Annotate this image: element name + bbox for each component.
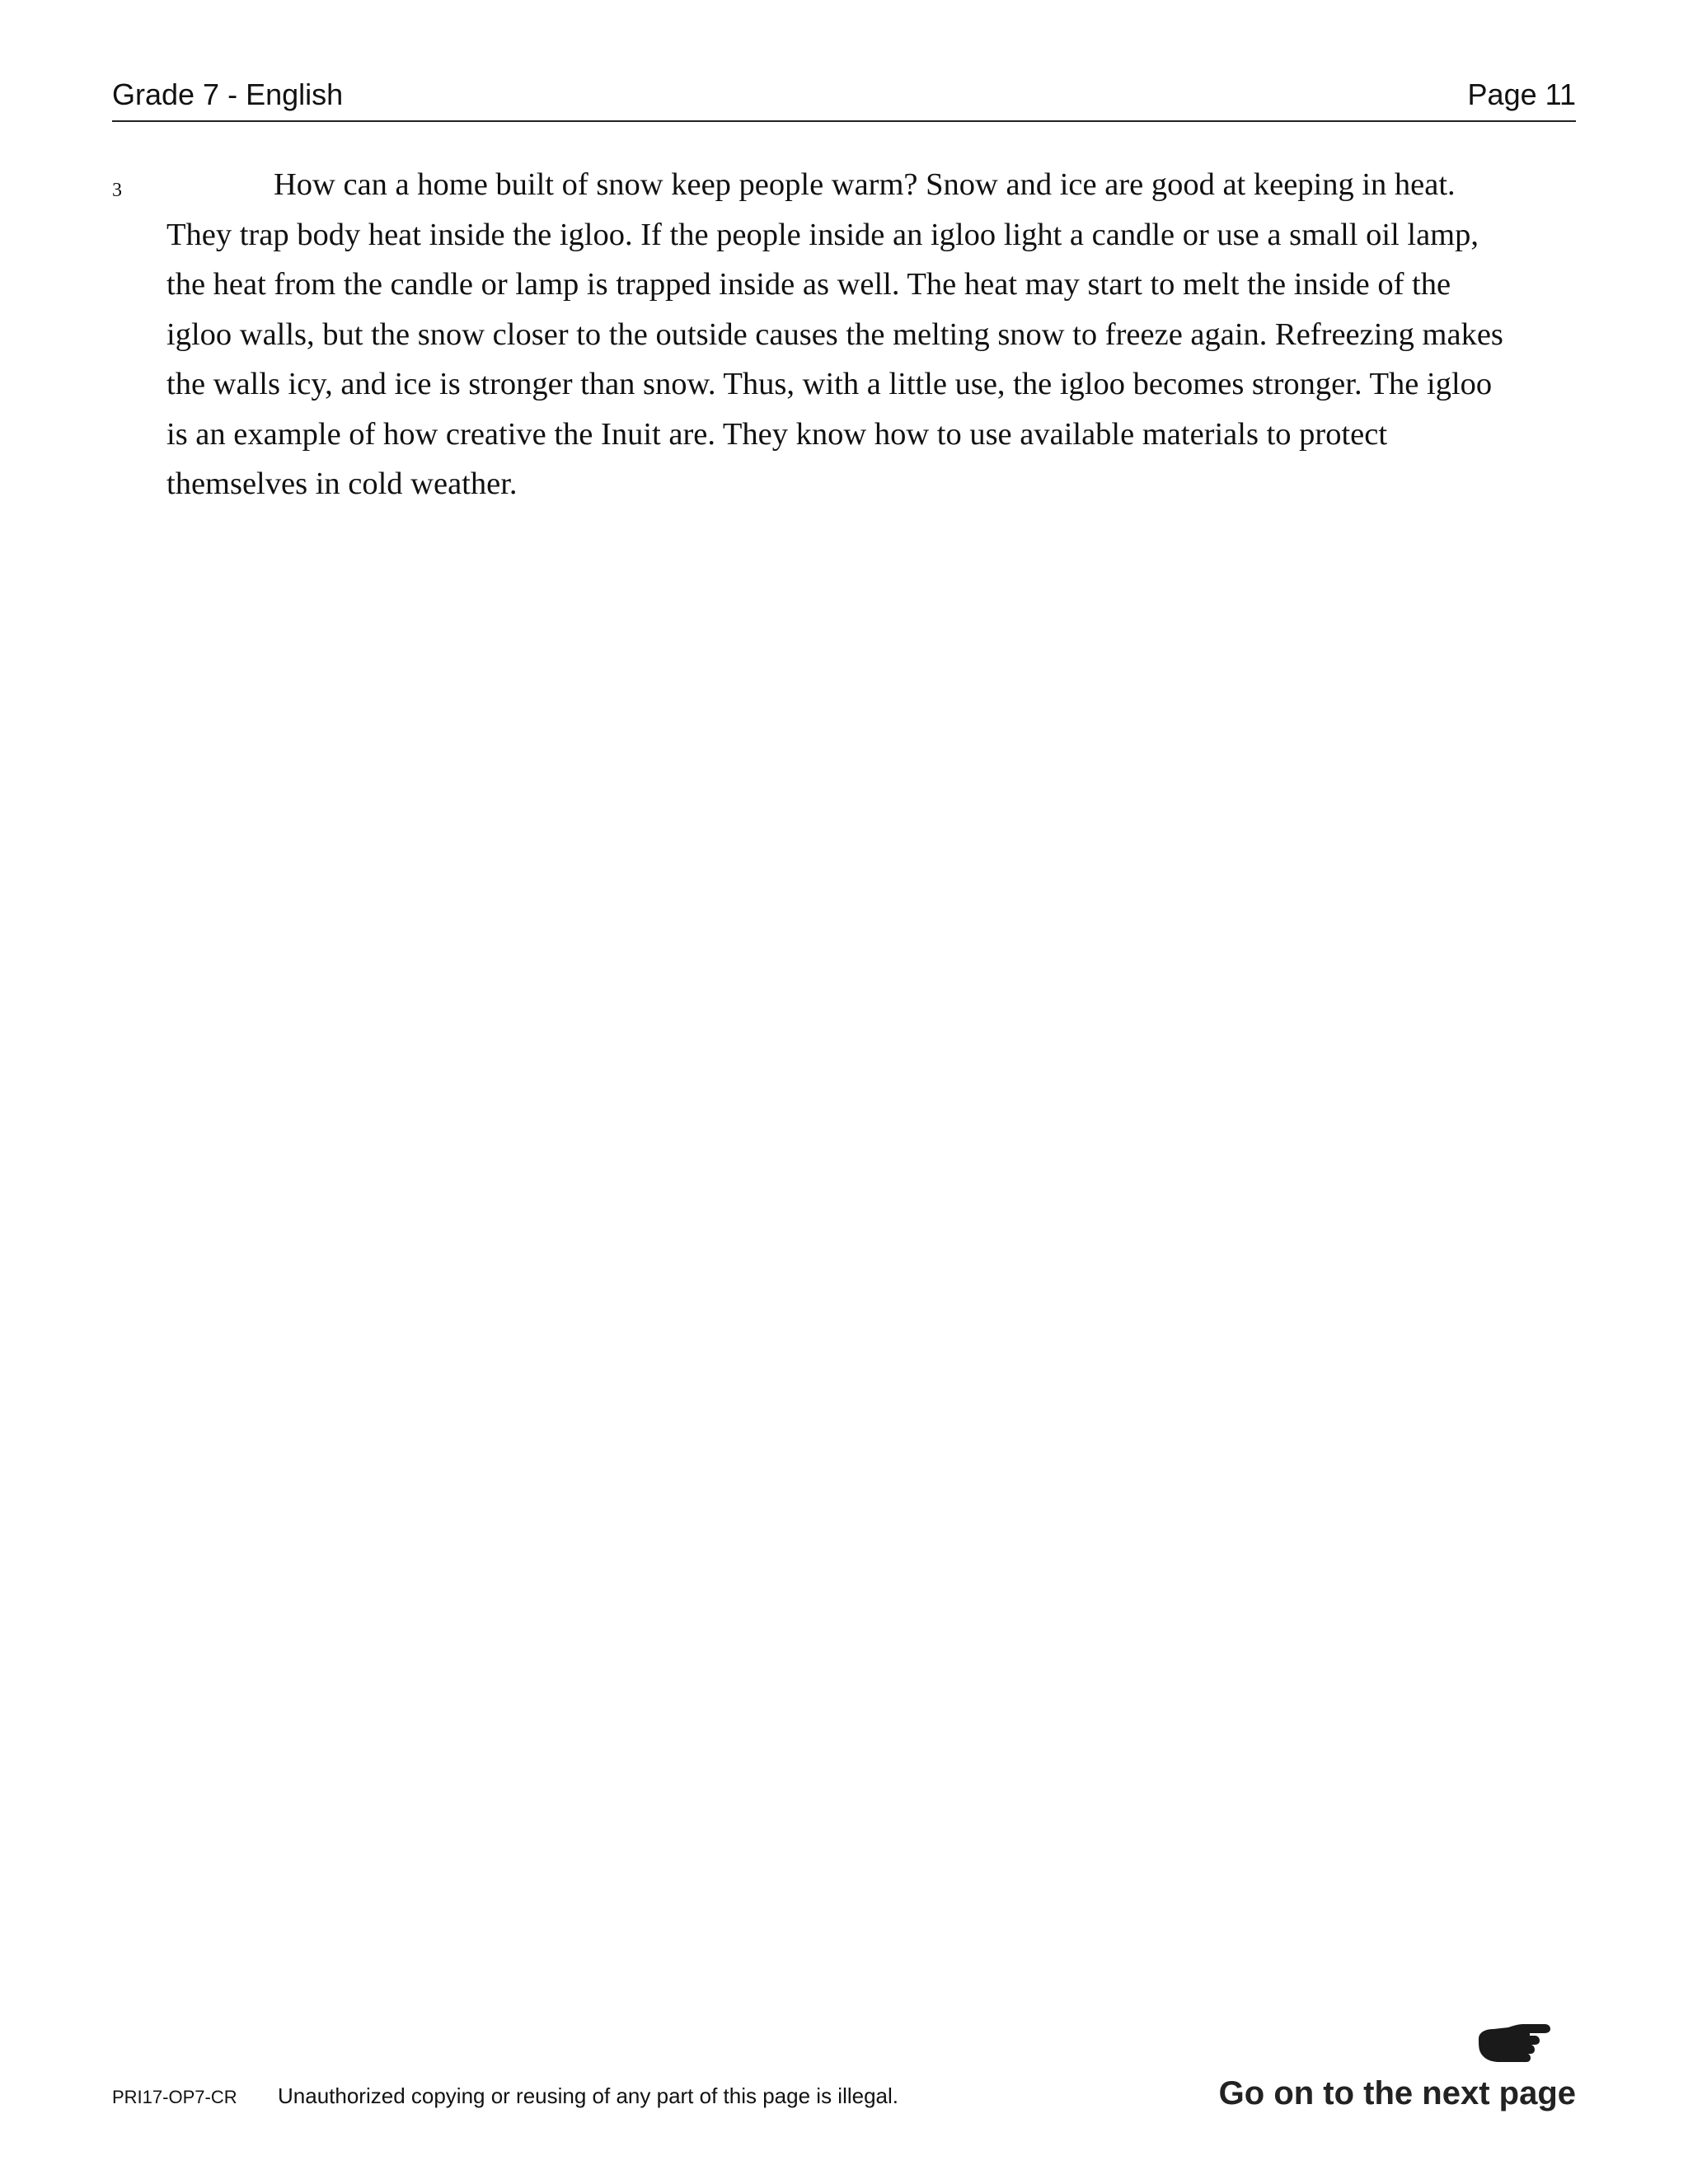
paragraph-number: 3 [112, 180, 122, 201]
copyright-notice: Unauthorized copying or reusing of any part of this page is illegal. [278, 2083, 898, 2108]
pointing-hand-icon [1475, 2021, 1551, 2065]
page-header [112, 73, 1576, 122]
next-page-label: Go on to the next page [1218, 2075, 1576, 2111]
form-code: PRI17-OP7-CR [112, 2087, 237, 2107]
header-title: Grade 7 - English [112, 77, 344, 111]
passage-paragraph: How can a home built of snow keep people warm? Snow and ice are good at keeping in heat. They trap body heat inside the igloo. If the people inside an igloo light a candle or use a small oil lamp, the heat from the candle or lamp is trapped inside as well. The heat may start to melt the inside of the igloo walls, but the snow closer to the outside causes the melting snow to freeze again. Refreezing makes the walls icy, and ice is stronger than snow. Thus, with a little use, the igloo becomes stronger. The igloo is an example of how creative the Inuit are. They know how to use available materials to protect themselves in cold weather. [166, 167, 1503, 501]
page-number: Page 11 [1467, 77, 1576, 111]
